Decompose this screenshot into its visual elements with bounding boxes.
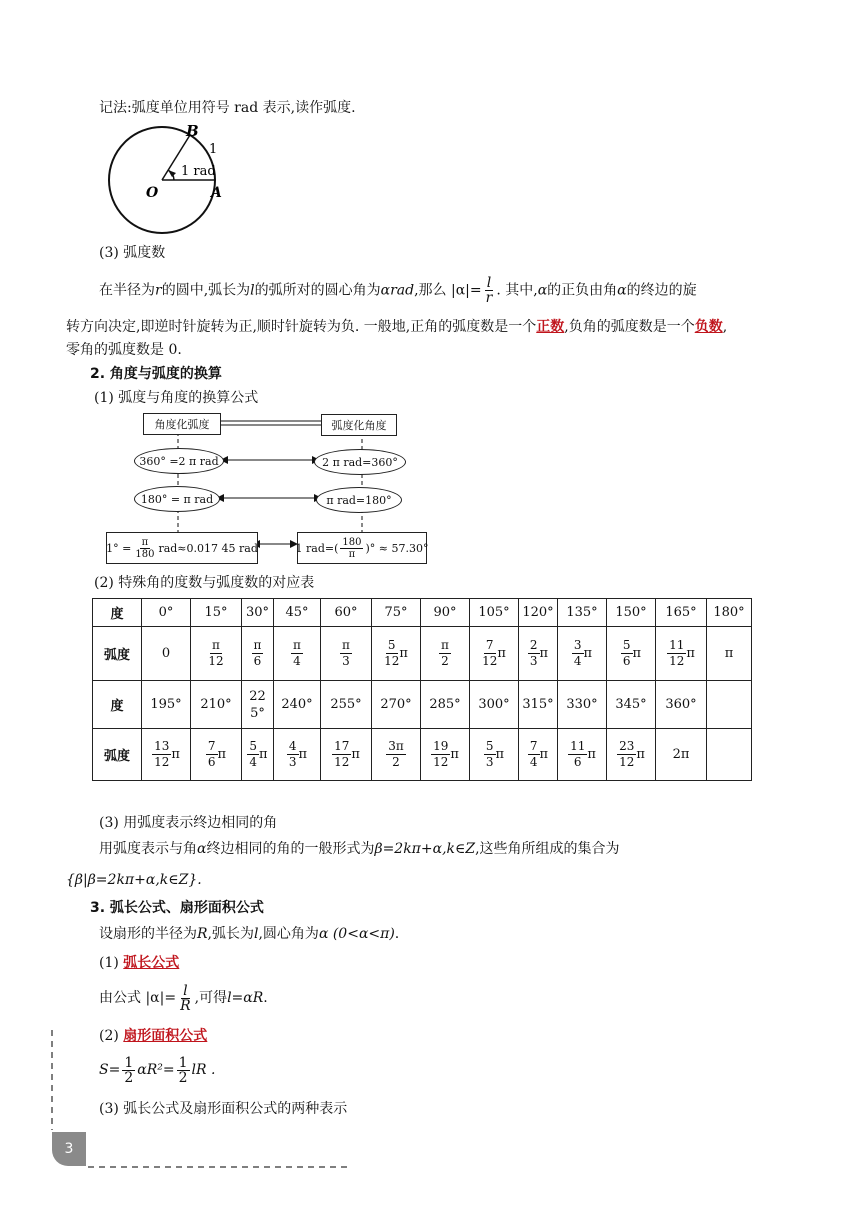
table-cell: 0°	[142, 599, 191, 627]
numerator: 11	[570, 739, 586, 753]
numerator: 19	[433, 739, 449, 753]
pi-symbol: π	[587, 747, 596, 762]
numerator: l	[486, 275, 492, 291]
answer-positive: 正数	[536, 319, 565, 335]
table-cell	[558, 729, 607, 781]
table-cell	[372, 729, 421, 781]
table-cell: 150°	[607, 599, 656, 627]
text: 1° =	[106, 541, 132, 555]
text: ,圆心角为	[258, 926, 319, 942]
fraction	[206, 739, 218, 770]
text: ,这些角所组成的集合为	[475, 841, 620, 857]
table-cell	[274, 729, 321, 781]
label-a: A	[211, 185, 222, 201]
numerator: l	[183, 982, 188, 999]
fraction	[572, 638, 584, 669]
numerator: 2	[529, 638, 538, 652]
table-cell	[558, 627, 607, 681]
denominator: 6	[253, 654, 262, 668]
table-cell	[372, 627, 421, 681]
numerator: 3	[573, 638, 582, 652]
fraction	[439, 638, 451, 669]
text: 1 rad=(	[295, 541, 339, 555]
math-l: l	[250, 282, 255, 299]
page-corner-dashes	[44, 1030, 354, 1175]
coterminal-set: {β|β=2kπ+α,k∈Z}.	[66, 872, 202, 888]
paragraph-coterminal-line1	[99, 840, 620, 858]
table-header-degree: 度	[93, 681, 142, 729]
label-b: B	[186, 122, 199, 140]
fraction	[621, 638, 633, 669]
table-cell: 345°	[607, 681, 656, 729]
pi-symbol: π	[495, 747, 505, 762]
fraction	[291, 638, 303, 669]
text: 的弧所对的圆心角为	[254, 282, 381, 299]
pi-symbol: π	[497, 646, 506, 661]
subheading-coterminal: (3) 用弧度表示终边相同的角	[99, 815, 278, 831]
table-cell	[242, 627, 274, 681]
fraction	[431, 739, 450, 770]
pi-symbol: π	[217, 747, 227, 762]
text: 设扇形的半径为	[99, 926, 197, 942]
numerator: π	[212, 638, 220, 652]
box-degree-to-radian: 角度化弧度	[143, 413, 221, 435]
table-cell	[242, 729, 274, 781]
label-one: 1	[209, 142, 218, 157]
denominator: 12	[384, 654, 400, 668]
numerator: π	[293, 638, 301, 652]
fraction	[482, 638, 497, 669]
table-cell	[707, 729, 752, 781]
table-cell: 180°	[707, 599, 752, 627]
table-cell	[421, 627, 470, 681]
numerator: 1	[178, 1054, 188, 1071]
table-cell: 60°	[321, 599, 372, 627]
table-cell: 300°	[470, 681, 519, 729]
label-rad: 1 rad	[181, 164, 216, 179]
numerator: 13	[154, 739, 170, 753]
table-cell: 105°	[470, 599, 519, 627]
numerator: 5	[622, 638, 631, 652]
denominator: r	[485, 290, 493, 306]
table-cell	[191, 627, 242, 681]
answer-sector-area-formula: 扇形面积公式	[123, 1028, 208, 1044]
box-one-radian	[297, 532, 427, 564]
table-cell: 210°	[191, 681, 242, 729]
paragraph-radian-line1	[99, 275, 697, 306]
denominator: 2	[441, 654, 449, 668]
pi-symbol: π	[259, 747, 268, 762]
denominator: 4	[249, 755, 258, 769]
text: .	[394, 926, 400, 942]
denominator: 12	[482, 654, 498, 668]
section-title-radian-number: (3) 弧度数	[99, 245, 166, 261]
denominator: 3	[485, 755, 494, 769]
text: ,	[722, 319, 728, 335]
table-cell: 360°	[656, 681, 707, 729]
table-row-degrees-1	[93, 599, 752, 627]
cell-line: 5°	[250, 705, 265, 721]
paragraph-sector-setup	[99, 925, 399, 943]
table-header-radian: 弧度	[93, 729, 142, 781]
table-cell: 90°	[421, 599, 470, 627]
fraction	[617, 739, 636, 770]
table-header-radian: 弧度	[93, 627, 142, 681]
table-cell	[607, 627, 656, 681]
table-cell: 120°	[519, 599, 558, 627]
text: 转方向决定,即逆时针旋转为正,顺时针旋转为负. 一般地,正角的弧度数是一个	[66, 319, 537, 335]
denominator: 12	[334, 755, 350, 769]
oval-360-deg: 360° =2 π rad	[134, 448, 224, 474]
pi-symbol: π	[351, 747, 360, 762]
numerator: 7	[485, 638, 494, 652]
denominator: R	[180, 997, 191, 1014]
text: 由公式 |α|=	[99, 990, 177, 1006]
table-header-degree: 度	[93, 599, 142, 627]
math-r: R	[197, 926, 208, 942]
math-arad: αrad	[380, 282, 415, 299]
text: αR²=	[137, 1062, 175, 1078]
numerator: 3π	[388, 739, 404, 753]
fraction	[340, 638, 352, 669]
text: (1)	[99, 955, 119, 971]
text: 终边相同的角的一般形式为	[206, 841, 375, 857]
table-cell: 0	[142, 627, 191, 681]
paragraph-radian-line3: 零角的弧度数是 0.	[66, 342, 182, 358]
subheading-special-angles: (2) 特殊角的度数与弧度数的对应表	[94, 575, 315, 591]
fraction	[528, 638, 540, 669]
denominator: 4	[573, 654, 582, 668]
denominator: 6	[573, 755, 582, 769]
denominator: 2	[178, 1069, 188, 1086]
text: )° ≈ 57.30°	[365, 541, 429, 555]
fraction	[386, 739, 406, 770]
numerator: 1	[124, 1054, 134, 1071]
fraction	[332, 739, 351, 770]
numerator: 4	[288, 739, 297, 753]
table-cell	[274, 627, 321, 681]
numerator: 5	[387, 638, 396, 652]
heading-arc-sector: 3. 弧长公式、扇形面积公式	[90, 900, 264, 916]
denominator: π	[348, 548, 356, 560]
denominator: 2	[392, 755, 400, 769]
table-cell	[142, 729, 191, 781]
table-cell: π	[707, 627, 752, 681]
denominator: 3	[342, 654, 350, 668]
table-row-radians-1	[93, 627, 752, 681]
table-cell: 45°	[274, 599, 321, 627]
numerator: 17	[334, 739, 350, 753]
table-cell	[421, 729, 470, 781]
fraction	[667, 638, 686, 669]
paragraph-radian-line2	[66, 318, 727, 336]
denominator: 6	[207, 755, 216, 769]
math-r: r	[155, 282, 162, 299]
subheading-two-forms: (3) 弧长公式及扇形面积公式的两种表示	[99, 1101, 348, 1117]
table-cell: 135°	[558, 599, 607, 627]
table-cell: 2π	[656, 729, 707, 781]
denominator: 12	[619, 755, 635, 769]
text: ,可得	[194, 990, 228, 1006]
denominator: 12	[208, 654, 224, 668]
table-cell: 195°	[142, 681, 191, 729]
fraction	[252, 638, 264, 669]
text: ,那么 |α|=	[414, 282, 482, 299]
table-cell: 330°	[558, 681, 607, 729]
math-l: l	[254, 926, 259, 942]
pi-symbol: π	[450, 747, 459, 762]
fraction	[287, 739, 299, 770]
numerator: 7	[207, 739, 216, 753]
numerator: π	[141, 536, 149, 548]
math-alpha: α	[537, 282, 548, 299]
table-cell	[707, 681, 752, 729]
table-cell	[519, 627, 558, 681]
pi-symbol: π	[399, 646, 408, 661]
special-angles-table	[92, 598, 752, 781]
text: (2)	[99, 1028, 119, 1044]
box-radian-to-degree: 弧度化角度	[321, 414, 397, 436]
fraction	[384, 638, 399, 669]
denominator: 3	[288, 755, 297, 769]
table-cell: 240°	[274, 681, 321, 729]
denominator: 4	[529, 755, 538, 769]
fraction	[247, 739, 259, 770]
table-cell: 270°	[372, 681, 421, 729]
text: lR .	[191, 1062, 216, 1078]
text: . 其中,	[496, 282, 538, 299]
denominator: 12	[669, 654, 685, 668]
denominator: 180	[135, 548, 155, 560]
denominator: 2	[124, 1069, 134, 1086]
denominator: 4	[293, 654, 301, 668]
fraction	[484, 739, 496, 770]
box-one-degree	[106, 532, 258, 564]
fraction	[208, 638, 223, 669]
cell-line: 22	[249, 688, 266, 704]
denominator: 12	[154, 755, 170, 769]
angle-arrow	[168, 170, 176, 177]
text: 在半径为	[99, 282, 155, 299]
pi-symbol: π	[632, 646, 642, 661]
label-o: O	[146, 185, 159, 201]
pi-symbol: π	[298, 747, 308, 762]
numerator: 7	[529, 739, 538, 753]
table-cell	[656, 627, 707, 681]
fraction-l-over-r	[178, 984, 193, 1013]
fraction	[568, 739, 587, 770]
oval-pi-rad: π rad=180°	[316, 487, 402, 513]
numerator: π	[441, 638, 449, 652]
text: ,弧长为	[207, 926, 254, 942]
text: S=	[99, 1062, 121, 1078]
table-cell	[470, 627, 519, 681]
table-cell	[242, 681, 274, 729]
numerator: 5	[249, 739, 258, 753]
numerator: π	[342, 638, 350, 652]
notation-text: 记法:弧度单位用符号 rad 表示,读作弧度.	[99, 100, 356, 116]
numerator: π	[253, 638, 262, 652]
page-number: 3	[52, 1132, 86, 1166]
oval-180-deg: 180° = π rad	[134, 486, 220, 512]
numerator: 180	[342, 536, 362, 548]
answer-arc-length-formula: 弧长公式	[123, 955, 180, 971]
table-cell	[470, 729, 519, 781]
table-cell: 75°	[372, 599, 421, 627]
pi-symbol: π	[171, 747, 180, 762]
denominator: 12	[433, 755, 449, 769]
fraction-l-over-r	[484, 276, 495, 305]
table-cell	[607, 729, 656, 781]
table-cell: 315°	[519, 681, 558, 729]
math-alpha: α	[197, 841, 207, 857]
text: 的圆中,弧长为	[161, 282, 251, 299]
text: rad≈0.017 45 rad	[158, 541, 258, 555]
radian-circle-figure	[106, 120, 236, 238]
denominator: 3	[529, 654, 538, 668]
table-row-degrees-2	[93, 681, 752, 729]
table-cell: 15°	[191, 599, 242, 627]
denominator: 6	[622, 654, 631, 668]
math-formula: β=2kπ+α,k∈Z	[374, 841, 476, 857]
pi-symbol: π	[539, 646, 549, 661]
table-cell: 165°	[656, 599, 707, 627]
pi-symbol: π	[539, 747, 549, 762]
fraction-180-over-pi	[340, 537, 363, 560]
table-cell	[321, 627, 372, 681]
table-cell: 30°	[242, 599, 274, 627]
text: .	[263, 990, 268, 1006]
text: ,负角的弧度数是一个	[564, 319, 695, 335]
pi-symbol: π	[686, 646, 695, 661]
fraction	[152, 739, 171, 770]
math-condition: α (0<α<π)	[318, 926, 395, 942]
table-cell	[519, 729, 558, 781]
heading-conversion: 2. 角度与弧度的换算	[90, 366, 222, 382]
math-result: l=αR	[227, 990, 264, 1006]
table-cell	[191, 729, 242, 781]
text: 的终边的旋	[626, 282, 697, 299]
numerator: 11	[669, 638, 685, 652]
table-cell: 285°	[421, 681, 470, 729]
numerator: 23	[619, 739, 635, 753]
oval-2pi-rad: 2 π rad=360°	[314, 449, 406, 475]
subheading-conversion-formula: (1) 弧度与角度的换算公式	[94, 390, 259, 406]
text: 的正负由角	[547, 282, 618, 299]
table-row-radians-2	[93, 729, 752, 781]
math-alpha: α	[617, 282, 627, 299]
text: 用弧度表示与角	[99, 841, 197, 857]
pi-symbol: π	[636, 747, 645, 762]
pi-symbol: π	[583, 646, 593, 661]
table-cell	[321, 729, 372, 781]
fraction-pi-over-180	[133, 537, 156, 560]
subheading-arc-length	[99, 954, 179, 972]
numerator: 5	[485, 739, 494, 753]
arc-length-formula	[99, 980, 268, 1016]
fraction	[528, 739, 540, 770]
answer-negative: 负数	[694, 319, 723, 335]
table-cell: 255°	[321, 681, 372, 729]
